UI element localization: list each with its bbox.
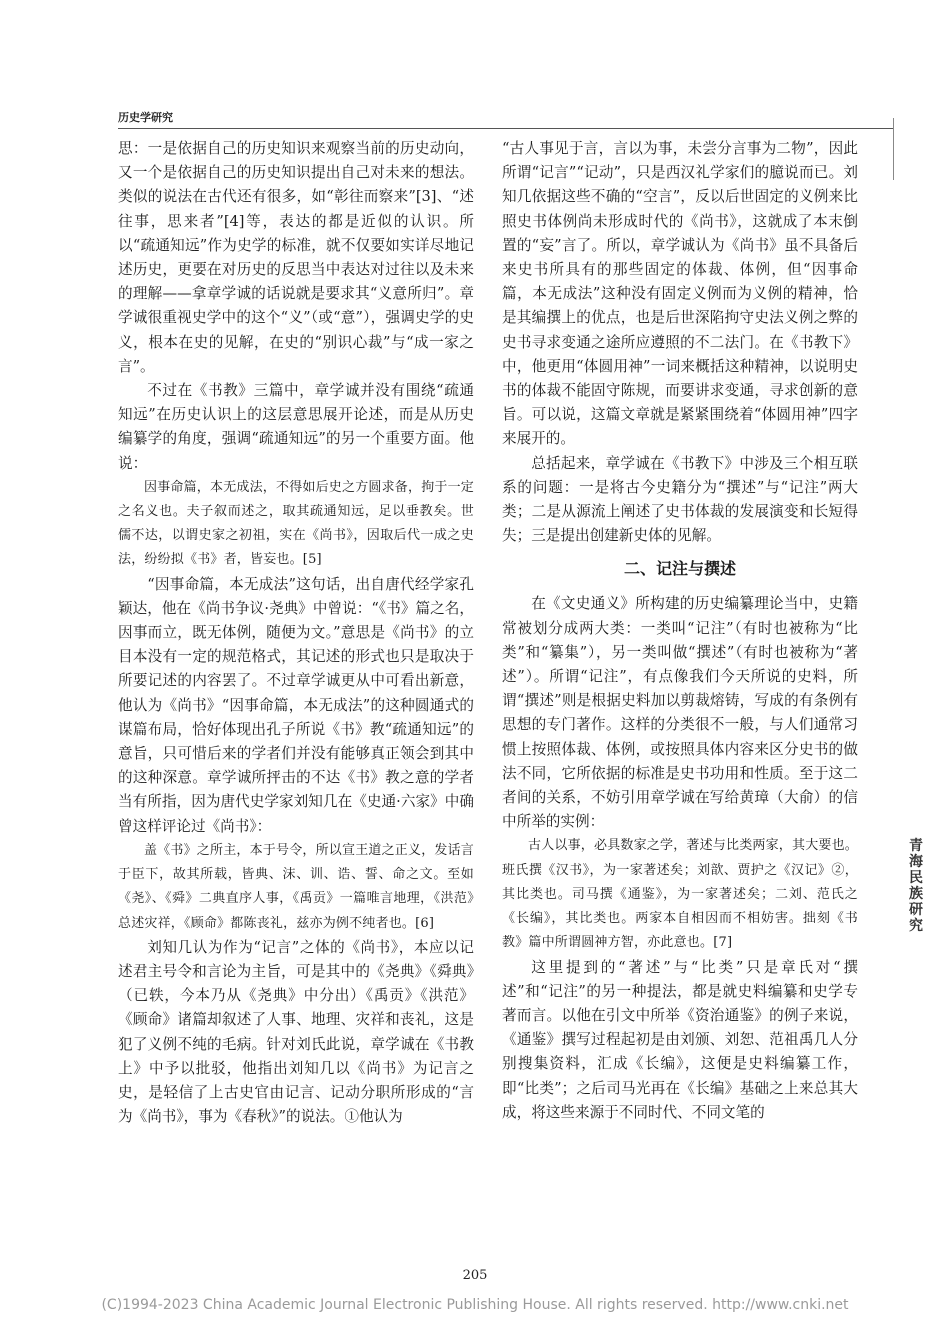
paragraph: “因事命篇，本无成法”这句话，出自唐代经学家孔颖达，他在《尚书争议·尧典》中曾说：“《书》篇之名，因事而立，既无体例，随便为文。”意思是《尚书》的立目本没有一定的规范格式，其记述的形式也只是取决于所要记述的内容罢了。不过章学诚更从中可看出新意，他认为《尚书》“因事命篇，本无成法”的这种圆通式的谋篇布局，恰好体现出孔子所说《书》教“疏通知远”的意旨，只可惜后来的学者们并没有能够真正领会到其中的这种深意。章学诚所抨击的不达《书》教之意的学者当有所指，因为唐代史学家刘知几在《史通·六家》中确曾这样评论过《尚书》： (118, 575, 474, 835)
section-heading: 二、记注与撰述 (623, 559, 736, 579)
paragraph: 思：一是依据自己的历史知识来观察当前的历史动向，又一个是依据自己的历史知识提出自己对未来的想法。类似的说法在古代还有很多，如“彰往而察来”[3]、“述往事，思来者”[4]等，表达的都是近似的认识。所以“疏通知远”作为史学的标准，就不仅要如实详尽地记述历史，更要在对历史的反思当中表达对过往以及未来的理解——拿章学诚的话说就是要求其“义意所归”。章学诚很重视史学中的这个“义”（或“意”），强调史学的史义，根本在史的见解，在史的“别识心裁”与“成一家之言”。 (118, 140, 474, 375)
paragraph: 刘知几认为作为“记言”之体的《尚书》，本应以记述君主号令和言论为主旨，可是其中的《尧典》《舜典》（已轶，今本乃从《尧典》中分出）《禹贡》《洪范》《顾命》诸篇却叙述了人事、地理、灾祥和丧礼，这是犯了义例不纯的毛病。针对刘氏此说，章学诚在《书教上》中予以批驳，他指出刘知几以《尚书》为记言之史，是轻信了上古史官由记言、记动分职所形成的“言为《尚书》，事为《春秋》”的说法。①他认为 (118, 938, 474, 1126)
block-quote: 因事命篇，本无成法，不得如后史之方圆求备，拘于一定之名义也。夫子叙而述之，取其疏通知远，足以垂教矣。世儒不达，以谓史家之初祖，实在《尚书》，因取后代一成之史法，纷纷拟《书》者，皆妄也。[5] (118, 479, 475, 568)
copyright-footer: (C)1994-2023 China Academic Journal Electronic Publishing House. All rights reserved. http://www.cnki.net (101, 1297, 849, 1313)
block-quote: 古人以事，必具数家之学，著述与比类两家，其大要也。班氏撰《汉书》，为一家著述矣；刘歆、贾护之《汉记》②，其比类也。司马撰《通鉴》，为一家著述矣；二刘、范氏之《长编》，其比类也。两家本自相因而不相妨害。拙刻《书教》篇中所谓圆神方智，亦此意也。[7] (502, 838, 859, 951)
header-corner-rule (893, 118, 894, 180)
page-number: 205 (462, 1268, 488, 1283)
journal-running-head: 历史学研究 (118, 111, 173, 124)
right-column (502, 137, 858, 1125)
header-rule (118, 128, 894, 129)
paragraph: 在《文史通义》所构建的历史编纂理论当中，史籍常被划分成两大类：一类叫“记注”（有时也被称为“比类”和“纂集”），另一类叫做“撰述”（有时也被称为“著述”）。所谓“记注”，有点像我们今天所说的史料，所谓“撰述”则是根据史料加以剪裁熔铸，写成的有条例有思想的专门著作。这样的分类很不一般，与人们通常习惯上按照体裁、体例，或按照具体内容来区分史书的做法不同，它所依据的标准是史书功用和性质。至于这二者间的关系，不妨引用章学诚在写给黄璋（大俞）的信中所举的实例： (502, 595, 858, 831)
journal-side-logo: 青海民族研究 (909, 838, 923, 934)
paragraph: 不过在《书教》三篇中，章学诚并没有围绕“疏通知远”在历史认识上的这层意思展开论述，而是从历史编纂学的角度，强调“疏通知远”的另一个重要方面。他说： (118, 382, 474, 472)
block-quote: 盖《书》之所主，本于号令，所以宣王道之正义，发话言于臣下，故其所载，皆典、沫、训、诰、誓、命之文。至如《尧》、《舜》二典直序人事，《禹贡》一篇唯言地理，《洪范》总述灾祥，《顾命》都陈丧礼，兹亦为例不纯者也。[6] (118, 842, 475, 931)
left-column (118, 137, 474, 1129)
paragraph: 这里提到的“著述”与“比类”只是章氏对“撰述”和“记注”的另一种提法，都是就史料编纂和史学专著而言。以他在引文中所举《资治通鉴》的例子来说，《通鉴》撰写过程起初是由刘颁、刘恕、范祖禹几人分别搜集资料，汇成《长编》，这便是史料编纂工作，即“比类”；之后司马光再在《长编》基础之上来总其大成，将这些来源于不同时代、不同文笔的 (502, 958, 858, 1121)
paragraph: “古人事见于言，言以为事，未尝分言事为二物”，因此所谓“记言”“记动”，只是西汉礼学家们的臆说而已。刘知几依据这些不确的“空言”，反以后世固定的义例来比照史书体例尚未形成时代的《尚书》，这就成了本末倒置的“妄”言了。所以，章学诚认为《尚书》虽不具备后来史书所具有的那些固定的体裁、体例，但“因事命篇，本无成法”这种没有固定义例而为义例的精神，恰是其编撰上的优点，也是后世深陷拘守史法义例之弊的史书寻求变通之途所应遵照的不二法门。在《书教下》中，他更用“体圆用神”一词来概括这种精神，以说明史书的体裁不能固守陈规，而要讲求变通，寻求创新的意旨。可以说，这篇文章就是紧紧围绕着“体圆用神”四字来展开的。 (502, 140, 858, 448)
paragraph: 总括起来，章学诚在《书教下》中涉及三个相互联系的问题：一是将古今史籍分为“撰述”与“记注”两大类；二是从源流上阐述了史书体裁的发展演变和长短得失；三是提出创建新史体的见解。 (502, 454, 858, 545)
